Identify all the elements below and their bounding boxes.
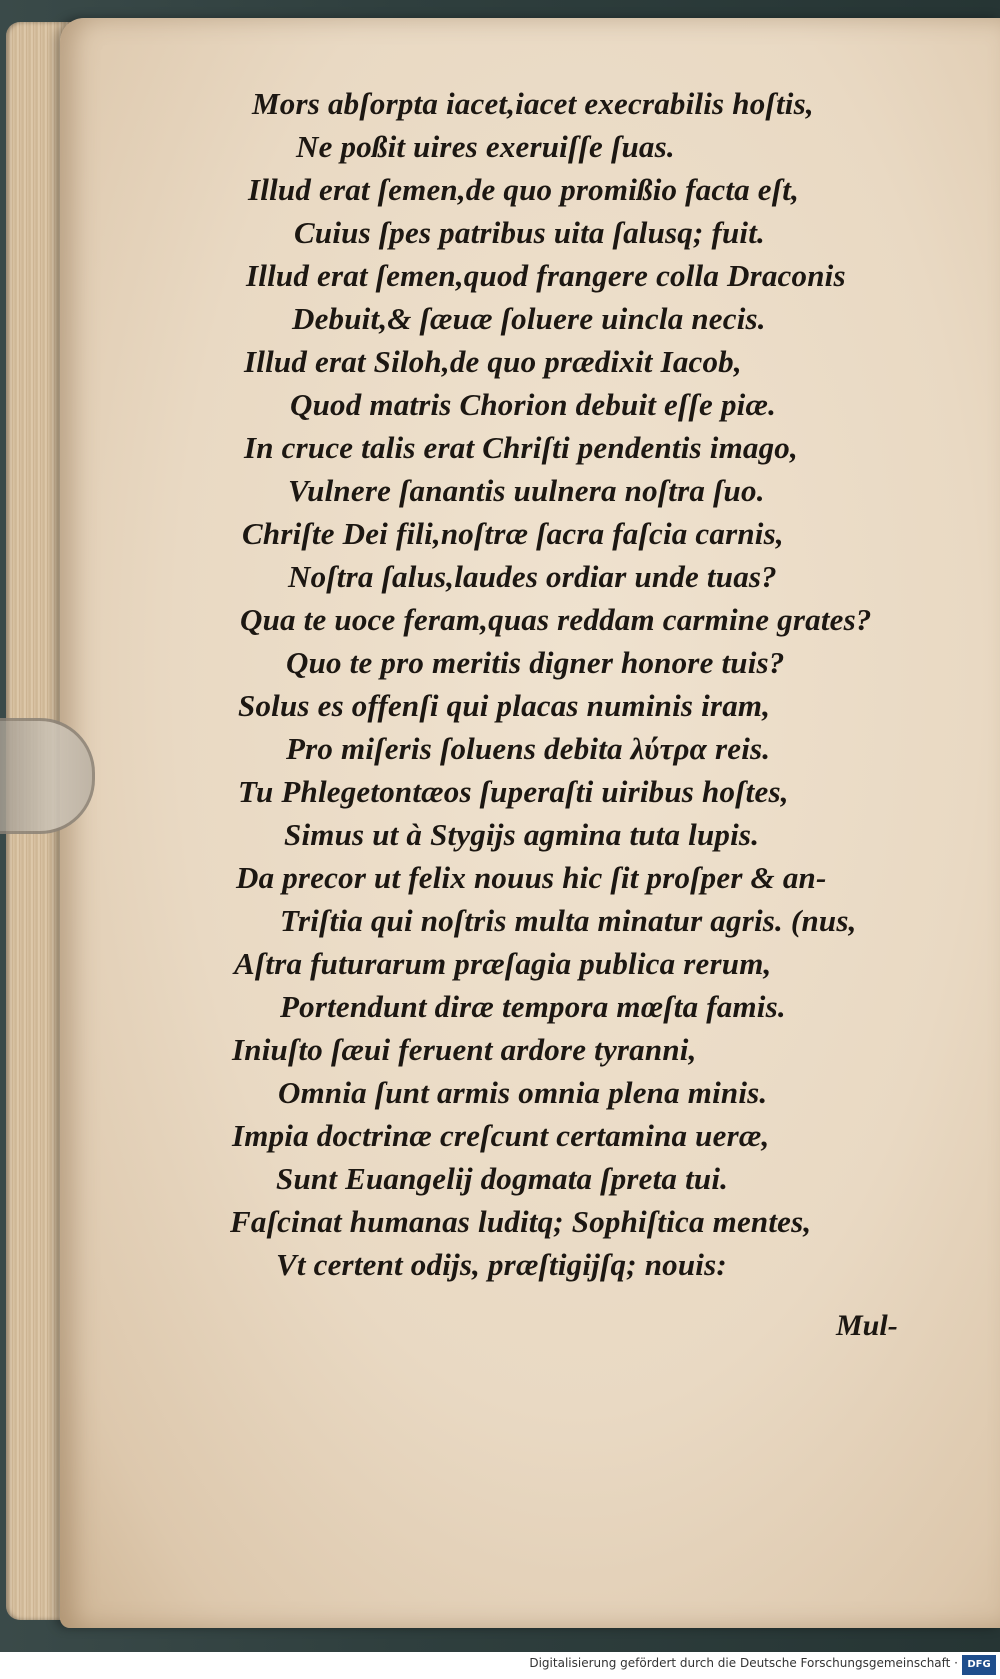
verse-line: Portendunt diræ tempora mœſta famis.	[280, 989, 786, 1024]
verse-line: Tu Phlegetontæos ſuperaſti uiribus hoſtes,	[238, 774, 789, 809]
verse-line: Quo te pro meritis digner honore tuis?	[286, 645, 785, 680]
verse-line: Aſtra futurarum præſagia publica rerum,	[234, 946, 772, 981]
verse-line: Iniuſto ſæui feruent ardore tyranni,	[232, 1032, 697, 1067]
verse-line: Illud erat ſemen,de quo promißio facta eſt,	[248, 172, 800, 207]
verse-line: Pro miſeris ſoluens debita λύτρα reis.	[286, 731, 771, 766]
verse-line: Mors abſorpta iacet,iacet execrabilis hoſtis,	[252, 86, 814, 121]
verse-line: Qua te uoce feram,quas reddam carmine grates?	[240, 602, 872, 637]
verse-line: Impia doctrinæ creſcunt certamina ueræ,	[232, 1118, 770, 1153]
digitization-footer	[0, 1652, 1000, 1679]
verse-line: Vulnere ſanantis uulnera noſtra ſuo.	[288, 473, 765, 508]
verse-line: Debuit,& ſæuæ ſoluere uincla necis.	[292, 301, 766, 336]
verse-line: Chriſte Dei fili,noſtræ ſacra faſcia carnis,	[242, 516, 784, 551]
verse-line: Noſtra ſalus,laudes ordiar unde tuas?	[288, 559, 777, 594]
verse-line: Sunt Euangelij dogmata ſpreta tui.	[276, 1161, 729, 1196]
verse-line: Omnia ſunt armis omnia plena minis.	[278, 1075, 768, 1110]
verse-line: Vt certent odijs, præſtigijſq; nouis:	[276, 1247, 727, 1282]
verse-line: Faſcinat humanas luditq; Sophiſtica mentes,	[230, 1204, 812, 1239]
verse-line: In cruce talis erat Chriſti pendentis imago,	[244, 430, 798, 465]
verse-line: Ne poßit uires exeruiſſe ſuas.	[296, 129, 675, 164]
verse-line: Da precor ut felix nouus hic ſit proſper & an-	[236, 860, 827, 895]
verse-line: Quod matris Chorion debuit eſſe piæ.	[290, 387, 777, 422]
verse-line: Simus ut à Stygijs agmina tuta lupis.	[284, 817, 760, 852]
verse-line: Illud erat Siloh,de quo prædixit Iacob,	[244, 344, 742, 379]
dfg-logo: DFG	[962, 1655, 996, 1675]
footer-credit: Digitalisierung gefördert durch die Deutsche Forschungsgemeinschaft ·	[529, 1656, 958, 1670]
verse-line: Triſtia qui noſtris multa minatur agris. (nus,	[280, 903, 857, 938]
verse-line: Illud erat ſemen,quod frangere colla Draconis	[246, 258, 846, 293]
catchword: Mul-	[836, 1309, 898, 1342]
verse-line: Solus es offenſi qui placas numinis iram,	[238, 688, 771, 723]
verse-line: Cuius ſpes patribus uita ſalusq; fuit.	[294, 215, 765, 250]
